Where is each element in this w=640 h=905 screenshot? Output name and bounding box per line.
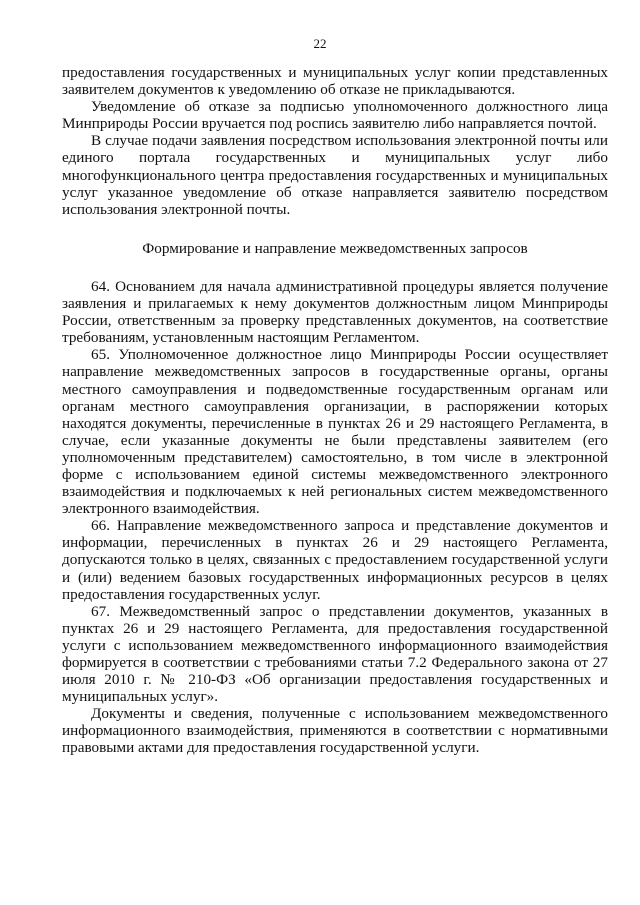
paragraph-66: 66. Направление межведомственного запроса и представление документов и информации, перечисленных в пунктах 26 и 29 настоящего Регламента, допускаются только в целях, связанных с предоставлением государственной услуги и (или) ведением базовых государственных информационных ресурсов в целях предоставления государственных услуг. [62, 517, 608, 603]
paragraph-documents-info: Документы и сведения, полученные с использованием межведомственного информационного взаимодействия, применяются в соответствии с нормативными правовыми актами для предоставления государственной услуги. [62, 705, 608, 757]
paragraph-65: 65. Уполномоченное должностное лицо Минприроды России осуществляет направление межведомственных запросов в государственные органы, органы местного самоуправления и подведомственные государственным органам или органам местного самоуправления организации, в распоряжении которых находятся документы, перечисленные в пунктах 26 и 29 настоящего Регламента, в случае, если указанные документы не были представлены заявителем (его уполномоченным представителем) самостоятельно, в том числе в электронной форме с использованием единой системы межведомственного электронного взаимодействия и подключаемых к ней региональных систем межведомственного электронного взаимодействия. [62, 346, 608, 518]
section-title: Формирование и направление межведомственных запросов [142, 239, 528, 257]
paragraph-refusal-notice: Уведомление об отказе за подписью уполномоченного должностного лица Минприроды России вручается под роспись заявителю либо направляется почтой. [62, 98, 608, 133]
paragraph-64: 64. Основанием для начала административной процедуры является получение заявления и прилагаемых к нему документов должностным лицом Минприроды России, ответственным за проверку представленных документов, на соответствие требованиям, установленным настоящим Регламентом. [62, 277, 608, 347]
paragraph-continuation: предоставления государственных и муниципальных услуг копии представленных заявителем документов к уведомлению об отказе не прикладываются. [62, 64, 608, 99]
page-number: 22 [313, 36, 327, 51]
paragraph-electronic-submission: В случае подачи заявления посредством использования электронной почты или единого портала государственных и муниципальных услуг либо многофункционального центра предоставления государственных и муниципальных услуг указанное уведомление об отказе направляется заявителю посредством использования электронной почты. [62, 132, 608, 218]
paragraph-67: 67. Межведомственный запрос о представлении документов, указанных в пунктах 26 и 29 настоящего Регламента, для предоставления государственной услуги с использованием межведомственного информационного взаимодействия формируется в соответствии с требованиями статьи 7.2 Федерального закона от 27 июля 2010 г. № 210-ФЗ «Об организации предоставления государственных и муниципальных услуг». [62, 602, 608, 706]
document-body [62, 64, 608, 757]
